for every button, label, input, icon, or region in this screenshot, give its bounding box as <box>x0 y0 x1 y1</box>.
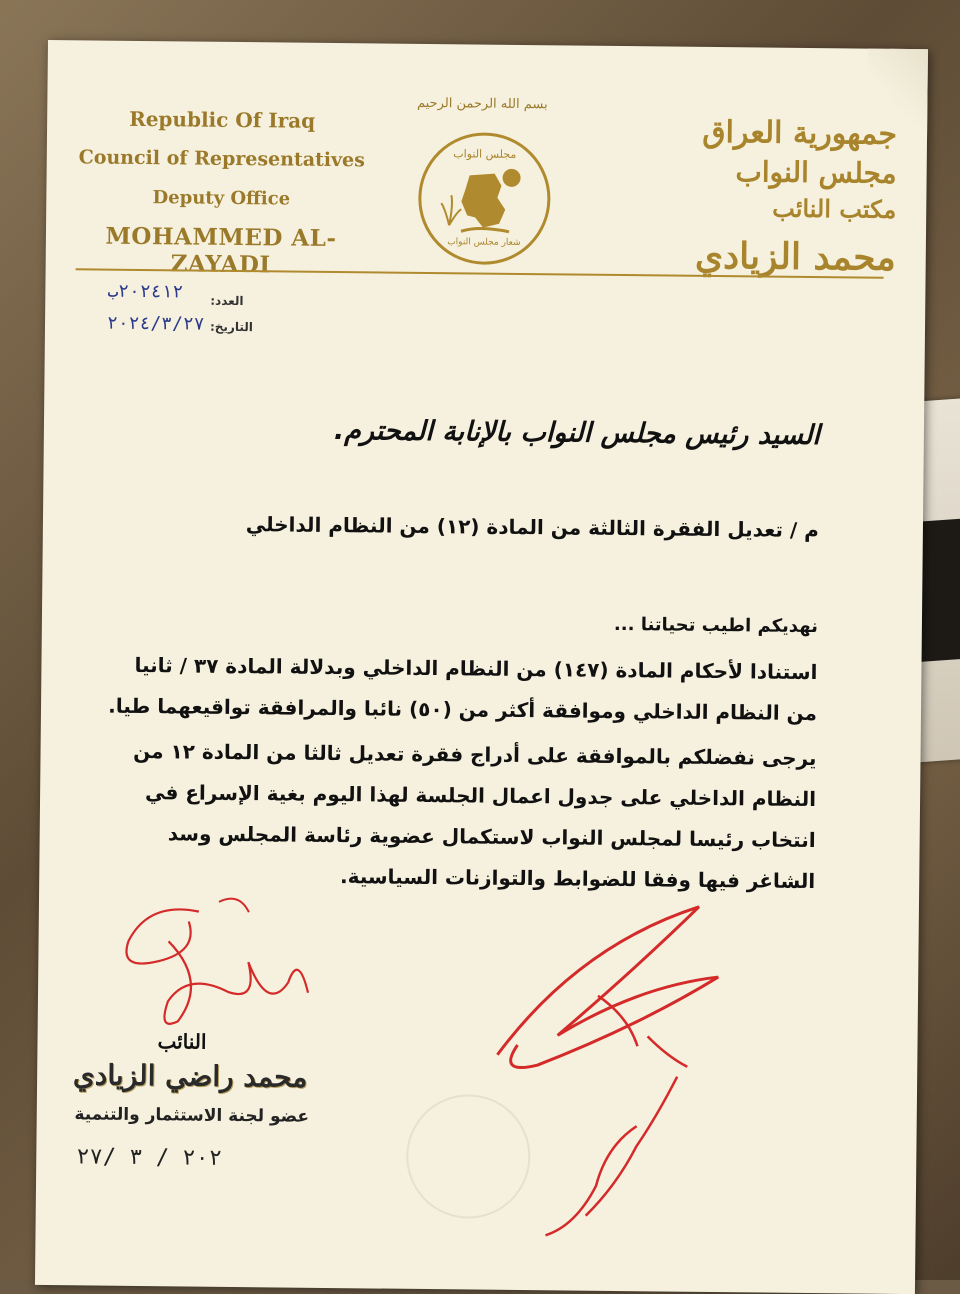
iraq-map-icon <box>439 165 530 236</box>
parliament-seal-icon <box>418 132 551 265</box>
basmala: بسم الله الرحمن الرحيم <box>416 95 548 113</box>
deputy-signature-icon <box>88 880 330 1043</box>
greeting: نهديكم اطيب تحياتنا ... <box>613 613 819 638</box>
header-ar-line2: مجلس النواب <box>735 155 897 190</box>
number-label: العدد: <box>210 293 244 309</box>
header-en-line3: Deputy Office <box>152 187 291 210</box>
date-label: التاريخ: <box>209 319 253 335</box>
letter-paper <box>35 40 928 1294</box>
header-en-line2: Council of Representatives <box>78 146 366 172</box>
deputy-name: محمد راضي الزيادي <box>72 1058 308 1094</box>
header-ar-line4: محمد الزيادي <box>694 234 896 279</box>
deputy-label: النائب <box>157 1029 207 1054</box>
deputy-role: عضو لجنة الاستثمار والتنمية <box>74 1104 310 1127</box>
paragraph-1: استنادا لأحكام المادة (١٤٧) من النظام الداخلي وبدلالة المادة ٣٧ / ثانيا من النظام الداخلي وموافقة أكثر من (٥٠) نائبا والمرافقة تواقيعهما طيا. <box>108 652 818 726</box>
header-en-line1: Republic Of Iraq <box>129 106 316 133</box>
subject-line: م / تعديل الفقرة الثالثة من المادة (١٢) من النظام الداخلي <box>245 512 820 543</box>
number-value: ٢٠٢٤١٢ب <box>107 280 184 303</box>
date-value: ٢٠٢٤/٣/٢٧ <box>106 312 205 335</box>
header-ar-line1: جمهورية العراق <box>702 114 898 152</box>
header-en-line4: MOHAMMED AL-ZAYADI <box>105 222 337 279</box>
deputy-date: ٢٠٢ / ٣ /٢٧ <box>76 1144 223 1171</box>
seal-top-text: مجلس النواب <box>453 147 517 161</box>
faint-seal-icon <box>406 1094 531 1219</box>
addressee: السيد رئيس مجلس النواب بالإنابة المحترم. <box>333 415 821 452</box>
seal-bottom-text: شعار مجلس النواب <box>447 237 521 248</box>
paragraph-2: يرجى نفضلكم بالموافقة على أدراج فقرة تعديل ثالثا من المادة ١٢ من النظام الداخلي على جدول اعمال الجلسة لهذا اليوم بغية الإسراع في انتخاب رئيسا لمجلس النواب لاستكمال عضوية رئاسة المجلس وسد الشاغر فيها وفقا للضوابط والتوازنات السياسية. <box>133 738 817 894</box>
header-ar-line3: مكتب النائب <box>772 193 897 224</box>
